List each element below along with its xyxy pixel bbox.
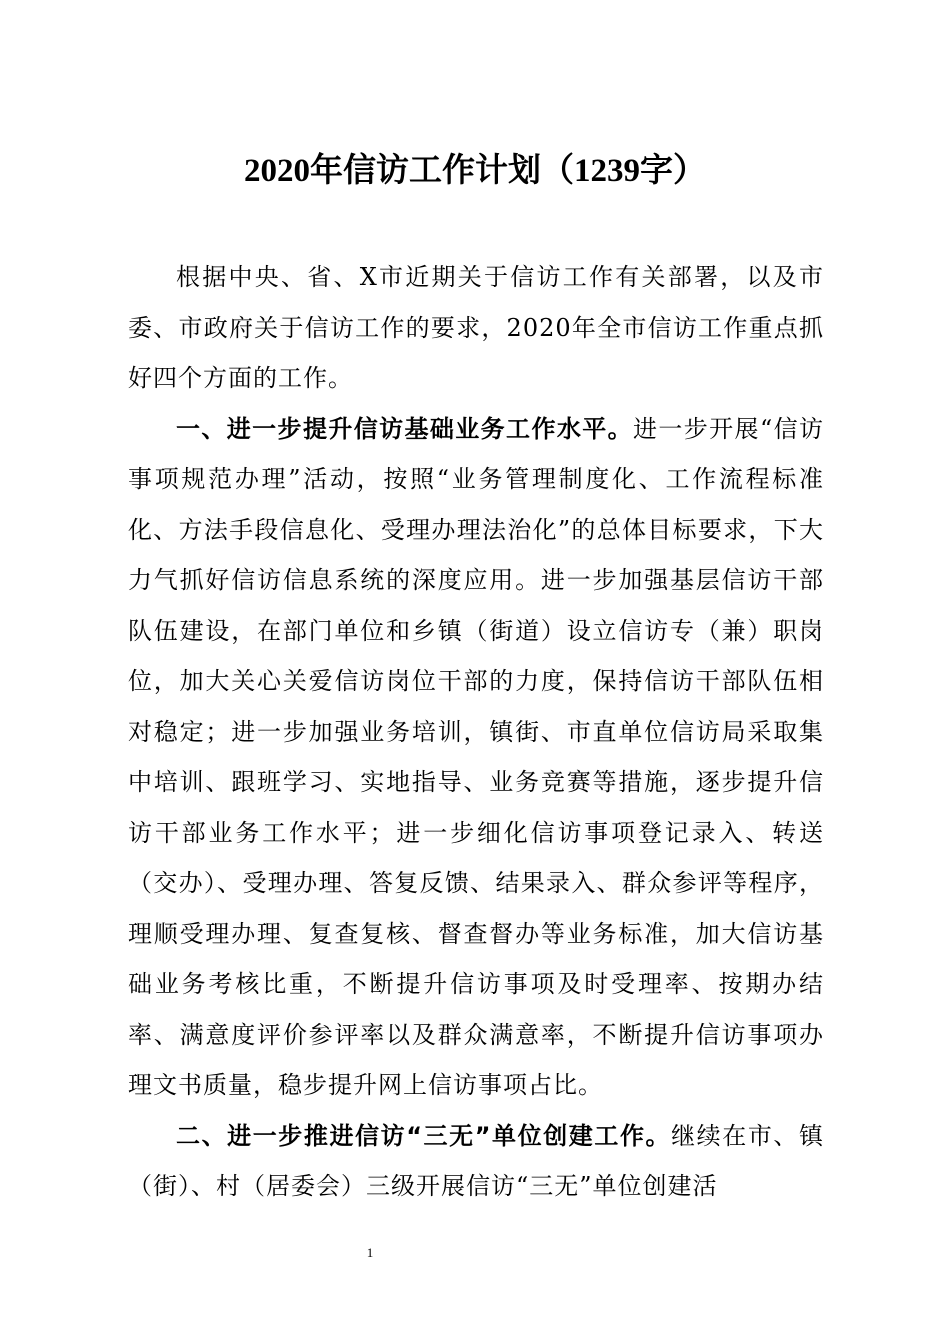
section-heading: 二、进一步推进信访“三无”单位创建工作。: [176, 1121, 672, 1150]
paragraph-text: 根据中央、省、X市近期关于信访工作有关部署，以及市委、市政府关于信访工作的要求，2020年全市信访工作重点抓好四个方面的工作。: [128, 263, 824, 392]
document-title: 2020年信访工作计划（1239字）: [244, 153, 706, 189]
page-number: 1: [366, 1245, 374, 1260]
section-heading: 一、进一步提升信访基础业务工作水平。: [176, 414, 633, 443]
paragraph-text: 进一步开展“信访事项规范办理”活动，按照“业务管理制度化、工作流程标准化、方法手段信息化、受理办理法治化”的总体目标要求，下大力气抓好信访信息系统的深度应用。进一步加强基层信访干部队伍建设，在部门单位和乡镇（街道）设立信访专（兼）职岗位，加大关心关爱信访岗位干部的力度，保持信访干部队伍相对稳定；进一步加强业务培训，镇街、市直单位信访局采取集中培训、跟班学习、实地指导、业务竞赛等措施，逐步提升信访干部业务工作水平；进一步细化信访事项登记录入、转送（交办）、受理办理、答复反馈、结果录入、群众参评等程序，理顺受理办理、复查复核、督查督办等业务标准，加大信访基础业务考核比重，不断提升信访事项及时受理率、按期办结率、满意度评价参评率以及群众满意率，不断提升信访事项办理文书质量，稳步提升网上信访事项占比。: [128, 414, 824, 1099]
document-body: [128, 252, 824, 1212]
paragraph-intro: [128, 252, 824, 404]
paragraph-section-one: [128, 404, 824, 1111]
paragraph-text: 继续在市、镇（街）、村（居委会）三级开展信访“三无”单位创建活: [128, 1121, 824, 1200]
paragraph-section-two: [128, 1111, 824, 1212]
